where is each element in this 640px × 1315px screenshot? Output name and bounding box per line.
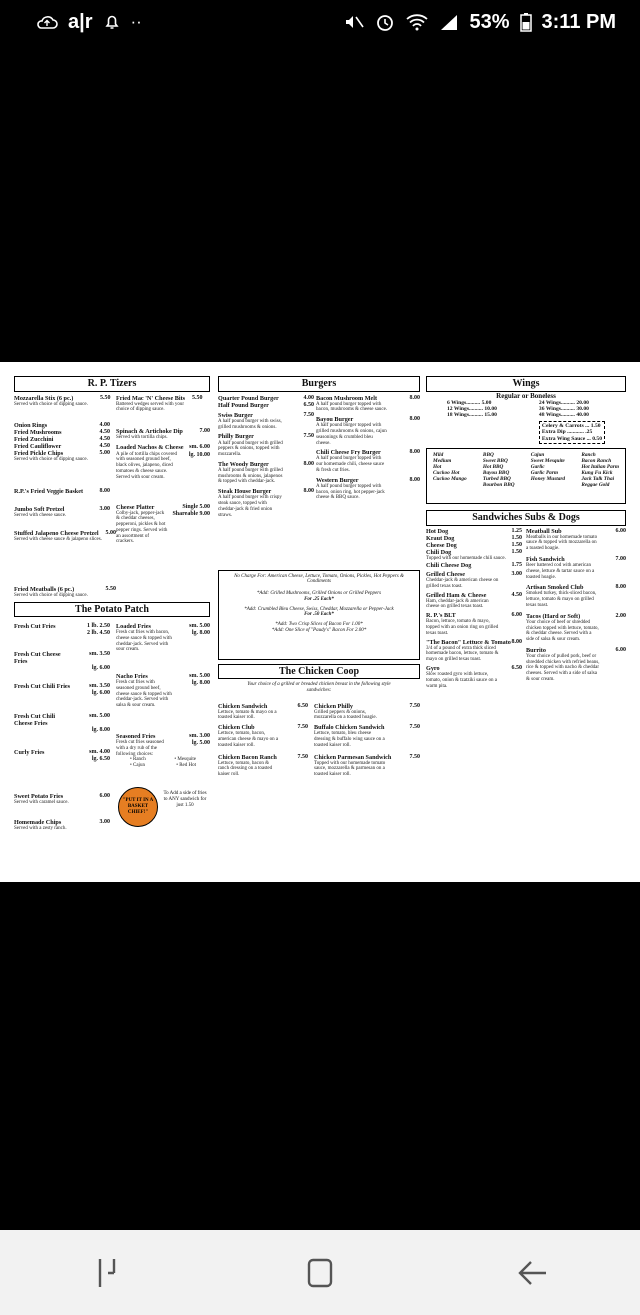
item-price: 4.00	[99, 421, 110, 428]
wings-column	[426, 376, 626, 786]
add-on-price: For .25 Each*	[304, 596, 334, 602]
menu-item	[14, 683, 110, 697]
item-price: 6.00	[511, 612, 522, 619]
item-price: sm. 4.00	[89, 749, 110, 755]
wing-extra: Celery & Carrots ... 1.50	[541, 422, 601, 429]
wing-sauces-box	[426, 448, 626, 504]
item-name: Stuffed Jalapeno Cheese Pretzel	[14, 529, 99, 537]
item-price: 8.00	[99, 487, 110, 494]
item-name: Fresh Cut Chili Cheese Fries	[14, 713, 56, 728]
item-price: 8.00	[409, 449, 420, 456]
sauce-name: Turbed BBQ	[482, 476, 511, 483]
item-name: Chicken Sandwich	[218, 702, 268, 710]
item-price: Single 5.00	[182, 503, 210, 510]
item-desc: Your choice of beef or shredded chicken topped with lettuce, tomato, & cheddar cheese. Served with a side of salsa & sour cream.	[526, 619, 599, 643]
item-name: Hot Dog	[426, 527, 449, 535]
item-price: 6.00	[615, 646, 626, 653]
item-price: 5.50	[192, 394, 203, 401]
item-price: 7.50	[303, 433, 314, 440]
item-desc: Lettuce, tomato & mayo on a toasted kaiser roll.	[218, 709, 277, 721]
sauce-name: Garlic Parm	[530, 470, 559, 477]
item-price: 7.50	[409, 702, 420, 709]
item-desc: 3/4 of a pound of extra thick sliced homemade bacon, lettuce, tomato & mayo on grilled texas toast.	[426, 645, 499, 663]
item-price: 6.50	[297, 702, 308, 709]
item-price: lg. 5.00	[191, 740, 210, 747]
item-price: 8.00	[409, 476, 420, 483]
item-name: Swiss Burger	[218, 411, 253, 419]
menu-item	[14, 819, 110, 832]
item-desc: Colby-jack, pepper-jack & cheddar cheeses, pepperoni, pickles & hot pepper rings. Served with an assortment of crackers.	[116, 510, 168, 545]
item-desc: Lettuce, tomato, bacon, american cheese & mayo on a toasted kaiser roll.	[218, 731, 279, 748]
item-price: 1.25	[511, 527, 522, 534]
add-on-text: *Add: Crumbled Bleu Cheese, Swiss, Cheddar, Mozzarella or Pepper-Jack	[244, 606, 394, 612]
burgers-column	[218, 376, 420, 837]
item-desc: Your choice of pulled pork, beef or shredded chicken with refried beans, rice & topped with nacho & cheddar cheeses. Served with a side of salsa & sour cream.	[526, 653, 600, 682]
item-price: 6.50	[303, 401, 314, 408]
item-name: R.P.'s Fried Veggie Basket	[14, 487, 84, 495]
item-price: sm. 3.50	[89, 683, 110, 689]
item-name: Philly Burger	[218, 433, 254, 441]
item-price: 6.00	[99, 793, 110, 799]
sauce-name: Sweet Mesquite	[530, 458, 565, 465]
item-name: Kraut Dog	[426, 534, 455, 542]
sauce-name: Jack Talk Thai	[581, 476, 615, 483]
menu-item	[116, 733, 210, 769]
home-button[interactable]	[290, 1243, 350, 1303]
item-desc: A half pound burger topped with bacon, mushrooms & cheese sauce.	[316, 401, 388, 413]
item-price: 8.00	[409, 416, 420, 423]
burger-add-ons	[218, 570, 420, 660]
back-arrow-icon	[516, 1258, 550, 1288]
item-name: Fried Mushrooms	[14, 428, 62, 436]
item-desc: Served with caramel sauce.	[14, 800, 69, 806]
item-name: Mozzarella Stix (6 pc.)	[14, 394, 74, 402]
item-desc: Slow roasted gyro with lettuce, tomato, onion & tzatziki sauce on a warm pita.	[426, 672, 497, 689]
item-price: 8.00	[303, 460, 314, 467]
item-name: Sweet Potato Fries	[14, 793, 64, 800]
item-price: 7.50	[297, 724, 308, 731]
signal-icon	[439, 13, 459, 31]
menu-item	[14, 623, 110, 637]
sauce-name: Hot	[433, 464, 442, 471]
item-price: 1.75	[511, 561, 522, 568]
item-name: Fried Mac 'N' Cheese Bits	[116, 394, 186, 402]
menu-item	[14, 506, 110, 519]
item-price: 4.50	[511, 591, 522, 598]
item-price: 5.50	[100, 394, 111, 401]
item-price: 5.00	[105, 529, 116, 536]
item-desc: Lettuce, tomato, bacon & ranch dressing on a toasted kaiser roll.	[218, 760, 273, 778]
menu-item	[14, 488, 110, 495]
wing-extra: Extra Wing Sauce ... 0.50	[541, 435, 603, 442]
item-name: Chicken Bacon Ranch	[218, 753, 277, 761]
item-name: Fresh Cut Chili Fries	[14, 683, 71, 690]
item-name: R. P.'s BLT	[426, 612, 456, 620]
item-price: 1.50	[511, 548, 522, 555]
item-price: 4.00	[303, 394, 314, 401]
menu-item	[218, 703, 308, 778]
item-desc: Smoked turkey, thick-sliced bacon, lettuce, tomato & mayo on grilled texas toast.	[526, 591, 597, 608]
wing-price: 18 Wings.......... 15.00	[446, 412, 497, 419]
sauce-name: Sweet BBQ	[482, 458, 508, 465]
item-name: Fresh Cut Fries	[14, 623, 56, 630]
item-price: lg. 10.00	[188, 451, 210, 458]
wing-price: 48 Wings.......... 40.00	[538, 412, 589, 419]
item-price: 4.50	[99, 435, 110, 442]
item-price: 3.00	[511, 570, 522, 577]
item-name: Half Pound Burger	[218, 401, 269, 409]
cloud-upload-icon	[36, 14, 58, 30]
menu-item	[14, 422, 110, 463]
menu-item	[316, 395, 420, 502]
item-price: 7.50	[409, 724, 420, 731]
sauce-name: BBQ	[482, 452, 494, 459]
add-on-text: No Charge For: American Cheese, Lettuce, Tomato, Onions, Pickles, Hot Peppers & Condiments	[234, 573, 404, 585]
add-on-price: For .50 Each*	[304, 612, 334, 618]
sauce-name: Bacon Ranch	[581, 458, 612, 465]
menu-item	[116, 504, 210, 546]
item-price: lg. 6.50	[91, 756, 110, 763]
item-desc: A half pound burger with grilled peppers & onions, topped with mozzarella.	[218, 440, 283, 457]
item-name: Seasoned Fries	[116, 733, 156, 740]
item-name: Fried Cauliflower	[14, 442, 62, 450]
wing-price: 6 Wings.......... 5.00	[446, 399, 492, 406]
item-price: 7.00	[615, 555, 626, 562]
item-name: Fried Meatballs (6 pc.)	[14, 585, 75, 593]
item-price: sm. 3.00	[189, 733, 210, 739]
item-desc: A pile of tortilla chips covered with seasoned ground beef, black olives, jalapeno, diced tomatoes & cheese sauce. Served with sour cream.	[116, 451, 177, 480]
item-price: Shareable 9.00	[172, 510, 210, 517]
item-name: Nacho Fries	[116, 673, 148, 680]
carrier-label: a|r	[68, 10, 93, 33]
item-name: Fried Pickle Chips	[14, 450, 64, 457]
sauce-name: Ranch	[581, 452, 596, 459]
sauce-name: Cuckoo Hot	[433, 470, 460, 477]
item-desc: Fresh cut fries with seasoned ground beef, cheese sauce & topped with cheddar-jack. Served with salsa & sour cream.	[116, 680, 172, 709]
menu-item	[14, 749, 110, 763]
sauce-name: Kung Fu Kick	[581, 470, 613, 477]
item-desc: Beer battered cod with american cheese, lettuce & tartar sauce on a toasted hoagie.	[526, 563, 595, 580]
option: • Ranch	[130, 757, 146, 763]
item-price: sm. 5.00	[189, 673, 210, 679]
item-price: 7.50	[409, 753, 420, 760]
sauce-name: Hot BBQ	[482, 464, 504, 471]
item-name: Gyro	[426, 664, 440, 672]
item-desc: Served with choice of dipping sauce.	[14, 457, 88, 463]
item-name: Buffalo Chicken Sandwich	[314, 724, 385, 732]
navigation-bar	[0, 1230, 640, 1315]
sauce-col-2	[483, 452, 515, 500]
item-name: Chicken Parmesan Sandwich	[314, 753, 392, 761]
recent-apps-button[interactable]	[77, 1243, 137, 1303]
menu-item	[14, 530, 116, 543]
item-name: Quarter Pound Burger	[218, 394, 279, 402]
item-name: Fried Zucchini	[14, 435, 54, 443]
item-price: 5.50	[105, 585, 116, 592]
item-price: 8.00	[409, 394, 420, 401]
item-desc: Served with tortilla chips.	[116, 434, 168, 440]
item-desc: Bacon, lettuce, tomato & mayo, topped with an onion ring on grilled texas toast.	[426, 619, 499, 636]
item-price: 8.00	[303, 488, 314, 495]
item-name: Fresh Cut Cheese Fries	[14, 651, 61, 666]
item-price: 1 lb. 2.50	[86, 623, 110, 629]
item-desc: Served with cheese sauce & jalapeno slices.	[14, 536, 102, 542]
item-name: Fish Sandwich	[526, 555, 565, 563]
item-name: Western Burger	[316, 476, 359, 484]
item-name: Curly Fries	[14, 749, 45, 756]
add-on-text: *Add: Grilled Mushrooms, Grilled Onions or Grilled Peppers	[256, 591, 382, 596]
menu-item	[14, 395, 108, 408]
item-price: 3.00	[99, 505, 110, 512]
item-price: sm. 3.50	[89, 651, 110, 657]
item-price: 4.50	[99, 442, 110, 449]
item-name: "The Bacon" Lettuce & Tomato	[426, 638, 511, 646]
item-price: 8.00	[615, 584, 626, 591]
item-name: Chicken Philly	[314, 702, 354, 710]
section-title-burgers: Burgers	[218, 376, 420, 392]
item-price: 7.50	[297, 753, 308, 760]
sauce-name: Honey Mustard	[530, 476, 566, 483]
menu-item	[116, 395, 194, 414]
item-name: Loaded Fries	[116, 623, 151, 630]
mute-icon	[343, 13, 365, 31]
menu-item	[116, 673, 210, 709]
sauce-name: Bayou BBQ	[482, 470, 510, 477]
item-price: sm. 5.00	[89, 713, 110, 719]
item-desc: Cheddar-jack & american cheese on grilled texas toast.	[426, 578, 499, 589]
item-name: Onion Rings	[14, 421, 48, 429]
sauce-name: Hot Italian Parm	[581, 464, 619, 471]
item-name: Chili Cheese Dog	[426, 561, 472, 569]
sauce-name: Medium	[433, 458, 452, 465]
item-price: 2.00	[615, 612, 626, 619]
menu-item	[14, 586, 116, 599]
item-name: Bayou Burger	[316, 416, 354, 424]
add-on-text: *Add: Two Crisp Slices of Bacon For 1.00*	[275, 622, 363, 627]
item-name: Artisan Smoked Club	[526, 584, 584, 592]
sauce-name: Mild	[433, 452, 444, 459]
wings-subtitle: Regular or Boneless	[496, 391, 556, 400]
item-desc: Served with a zesty ranch.	[14, 826, 67, 832]
item-name: Homemade Chips	[14, 819, 62, 826]
item-desc: Fresh cut fries seasoned with a dry rub of the following choices:	[116, 740, 164, 757]
menu-image[interactable]	[0, 362, 640, 882]
wifi-icon	[405, 13, 429, 31]
sauce-col-1	[433, 452, 467, 500]
item-desc: Meatballs in our homemade tomato sauce & topped with mozzarella on a toasted hoagie.	[526, 534, 598, 552]
option: • Red Hot	[176, 763, 196, 769]
section-title-wings: Wings	[426, 376, 626, 392]
item-price: 8.00	[511, 638, 522, 645]
sauce-name: Cuckoo Mango	[433, 476, 467, 483]
menu-item	[14, 793, 110, 806]
section-title-chicken: The Chicken Coop	[218, 664, 420, 680]
item-name: Spinach & Artichoke Dip	[116, 427, 183, 435]
item-price: sm. 5.00	[189, 623, 210, 629]
item-desc: A half pound burger with swiss, grilled mushrooms & onions.	[218, 418, 282, 430]
wing-price: 36 Wings.......... 30.00	[538, 405, 589, 412]
item-desc: A half pound burger with grilled mushrooms & onions, jalapenos & topped with cheddar-jack.	[218, 467, 283, 485]
item-desc: Ham, cheddar-jack & american cheese on grilled texas toast.	[426, 598, 489, 610]
item-name: Cheese Platter	[116, 503, 155, 511]
item-name: Jumbo Soft Pretzel	[14, 505, 65, 513]
item-price: 2 lb. 4.50	[86, 630, 110, 637]
menu-item	[426, 528, 522, 690]
item-name: Bacon Mushroom Melt	[316, 394, 378, 402]
option: • Mesquite	[174, 757, 196, 763]
menu-item	[116, 623, 210, 653]
item-price: lg. 8.00	[191, 680, 210, 687]
item-desc: Topped with our homemade chili sauce.	[426, 556, 506, 562]
item-price: lg. 6.00	[91, 665, 110, 672]
item-desc: Topped with our homemade tomato sauce, mozzarella & parmesan on a toasted kaiser roll.	[314, 760, 386, 778]
item-name: Tacos (Hard or Soft)	[526, 612, 581, 620]
home-icon	[305, 1256, 335, 1290]
menu-item	[14, 651, 110, 672]
item-price: sm. 6.00	[189, 444, 210, 451]
item-price: 7.00	[199, 427, 210, 434]
menu-item	[218, 395, 314, 519]
item-name: Chili Dog	[426, 548, 452, 556]
sauce-name: Cajun	[530, 452, 545, 459]
item-desc: Served with choice of dipping sauce.	[14, 401, 88, 407]
item-name: Loaded Nachos & Cheese	[116, 444, 184, 452]
item-name: Chili Cheese Fry Burger	[316, 449, 381, 457]
tizers-column	[14, 376, 210, 877]
basket-note: To Add a side of fries to ANY sandwich for just 1.50	[163, 791, 207, 808]
wings-prices	[426, 400, 626, 445]
wing-extras	[539, 421, 605, 444]
status-bar	[0, 0, 640, 44]
menu-item	[116, 428, 210, 481]
menu-item	[14, 713, 110, 734]
item-name: Chicken Club	[218, 724, 255, 732]
more-notifications-dots: ··	[130, 12, 142, 31]
menu-item	[526, 528, 626, 683]
item-desc: Served with cheese sauce.	[14, 512, 67, 518]
wing-price: 12 Wings.......... 10.00	[446, 405, 497, 412]
item-desc: A half pound burger topped with our homemade chili, cheese sauce & fresh cut fries.	[316, 456, 385, 473]
item-desc: A half pound burger topped with bacon, onion ring, hot pepper-jack cheese & BBQ sauce.	[316, 483, 385, 501]
item-price: 3.00	[99, 819, 110, 825]
sauce-col-4	[581, 452, 619, 500]
item-name: Grilled Cheese	[426, 570, 466, 578]
item-name: Grilled Ham & Cheese	[426, 591, 487, 599]
item-price: 4.50	[99, 428, 110, 435]
item-price: 1.50	[511, 541, 522, 548]
back-button[interactable]	[503, 1243, 563, 1303]
basket-badge: "PUT IT IN A BASKET CHIEF!"	[118, 787, 158, 827]
battery-icon	[520, 12, 532, 32]
item-desc: Served with choice of dipping sauce.	[14, 592, 88, 598]
item-price: 6.00	[615, 527, 626, 534]
section-title-subs: Sandwiches Subs & Dogs	[426, 510, 626, 526]
add-on-text: *Add: One Slice of "Paudy's" Bacon For 2.00*	[271, 627, 367, 633]
item-name: The Woody Burger	[218, 460, 269, 468]
item-desc: Lettuce, tomato, bleu cheese dressing & buffalo wing sauce on a toasted kaiser roll.	[314, 731, 385, 748]
item-price: 7.50	[303, 411, 314, 418]
sauce-name: Garlic	[530, 464, 545, 471]
item-name: Burrito	[526, 646, 546, 654]
sauce-name: Bourbon BBQ	[482, 482, 515, 489]
item-name: Cheese Dog	[426, 541, 457, 549]
section-title-potato: The Potato Patch	[14, 602, 210, 618]
clock: 3:11 PM	[541, 10, 616, 33]
item-desc: A half pound burger with crispy steak sauce, topped with cheddar-jack & fried onion straws.	[218, 495, 282, 518]
item-price: lg. 6.00	[91, 690, 110, 697]
sauce-name: Reggae Gold	[581, 482, 610, 489]
wing-extra: Extra Dip ............ .25	[541, 429, 593, 436]
chicken-intro: Your choice of a grilled or breaded chicken breast in the following style sandwiches:	[247, 682, 391, 693]
item-desc: Grilled peppers & onions, mozzarella on a toasted hoagie.	[314, 709, 377, 721]
item-desc: Battered wedges served with your choice of dipping sauce.	[116, 401, 185, 413]
item-name: Meatball Sub	[526, 527, 562, 535]
item-price: lg. 8.00	[191, 630, 210, 637]
sauce-col-3	[531, 452, 565, 500]
item-price: 1.50	[511, 534, 522, 541]
recent-apps-icon	[92, 1255, 122, 1291]
option: • Cajun	[130, 763, 145, 769]
section-title-tizers: R. P. Tizers	[14, 376, 210, 392]
item-price: 5.00	[99, 450, 110, 456]
wing-price: 24 Wings.......... 20.00	[538, 399, 589, 406]
notification-bell-icon	[103, 13, 121, 31]
item-name: Steak House Burger	[218, 488, 272, 496]
item-desc: A half pound burger topped with grilled mushrooms & onions, cajun seasonings & crumbled bleu cheese.	[316, 423, 387, 446]
alarm-icon	[375, 12, 395, 32]
battery-percent: 53%	[469, 10, 510, 33]
item-price: 6.50	[511, 664, 522, 671]
menu-item	[314, 703, 420, 778]
item-desc: Fresh cut fries with bacon, cheese sauce & topped with cheddar-jack. Served with sour cream.	[116, 630, 172, 653]
item-price: lg. 8.00	[91, 727, 110, 734]
